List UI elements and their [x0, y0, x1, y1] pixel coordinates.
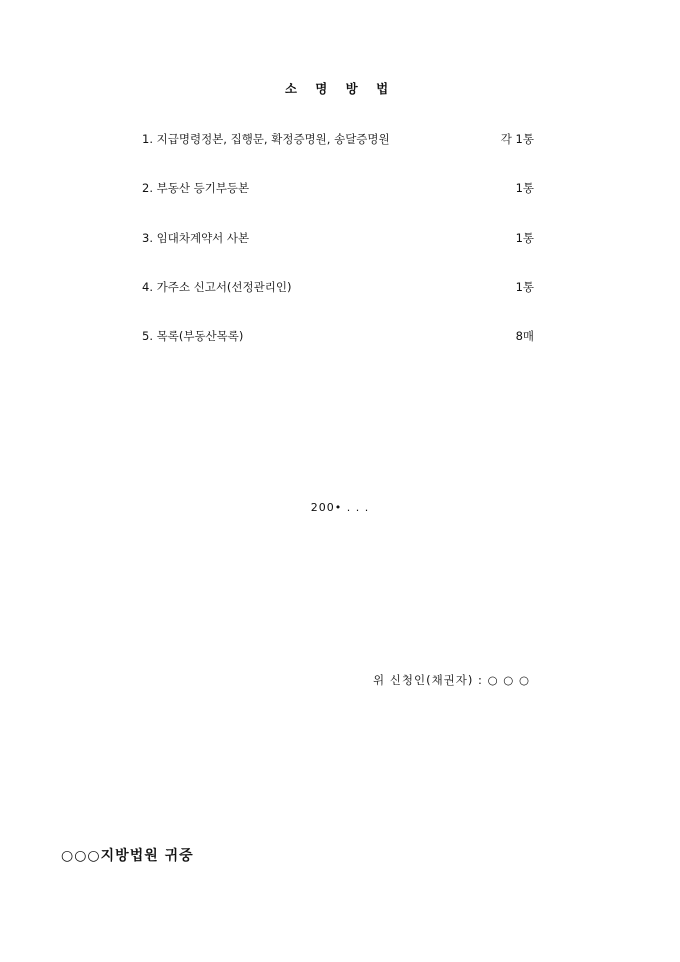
document-date: 200• . . . [310, 501, 370, 514]
item-quantity: 각 1통 [500, 132, 534, 146]
item-label: 2. 부동산 등기부등본 [142, 181, 250, 195]
item-label: 1. 지급명령정본, 집행문, 확정증명원, 송달증명원 [142, 132, 390, 146]
list-item [142, 131, 534, 147]
list-item [142, 279, 534, 295]
list-item [142, 180, 534, 196]
item-quantity: 1통 [515, 231, 534, 245]
document-title: 소 명 방 법 [284, 81, 396, 96]
item-quantity: 8매 [515, 329, 534, 343]
item-label: 4. 가주소 신고서(선정관리인) [142, 280, 292, 294]
item-quantity: 1통 [515, 280, 534, 294]
applicant-signature: 위 신청인(채권자) : ○ ○ ○ [373, 673, 530, 687]
list-item [142, 328, 534, 344]
item-label: 5. 목록(부동산목록) [142, 329, 244, 343]
item-label: 3. 임대차계약서 사본 [142, 231, 250, 245]
list-item [142, 230, 534, 246]
item-quantity: 1통 [515, 181, 534, 195]
court-addressee: ○○○지방법원 귀중 [61, 848, 194, 864]
